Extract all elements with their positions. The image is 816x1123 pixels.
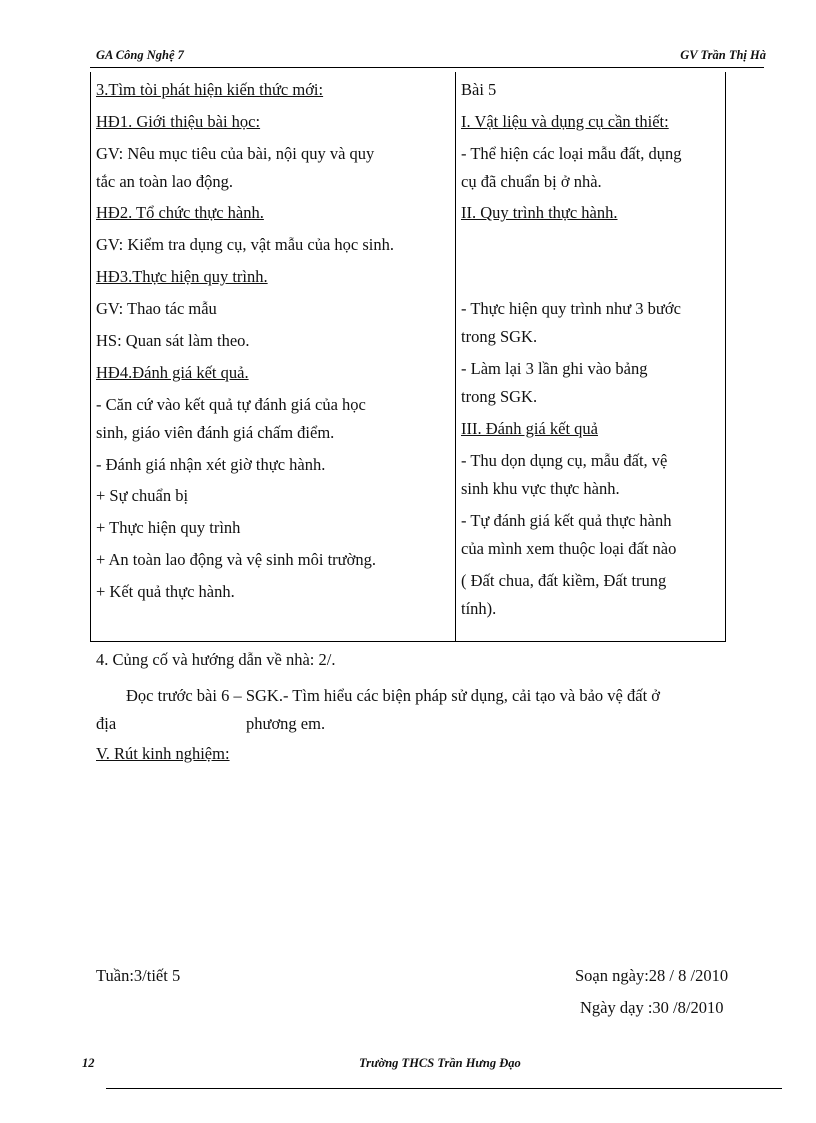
left-line: HS: Quan sát làm theo. (96, 331, 250, 350)
left-line: + An toàn lao động và vệ sinh môi trường. (96, 550, 376, 569)
homework-line: Đọc trước bài 6 – SGK.- Tìm hiểu các biện pháp sử dụng, cải tạo và bảo vệ đất ở (126, 686, 661, 705)
left-line: tắc an toàn lao động. (96, 172, 233, 191)
right-line: - Thể hiện các loại mẫu đất, dụng (461, 144, 682, 163)
right-line: trong SGK. (461, 387, 538, 406)
activity2-heading: HĐ2. Tổ chức thực hành. (96, 203, 264, 222)
right-line: - Làm lại 3 lần ghi vào bảng (461, 359, 648, 378)
right-line: sinh khu vực thực hành. (461, 479, 620, 498)
right-line: tính). (461, 599, 497, 618)
section3-heading: 3.Tìm tòi phát hiện kiến thức mới: (96, 80, 324, 99)
materials-heading: I. Vật liệu và dụng cụ cần thiết: (461, 112, 669, 131)
right-line: của mình xem thuộc loại đất nào (461, 539, 677, 558)
procedure-heading: II. Quy trình thực hành. (461, 203, 618, 222)
left-line: + Thực hiện quy trình (96, 518, 241, 537)
header-course-title: GA Công Nghệ 7 (96, 48, 184, 62)
header-rule (90, 67, 764, 68)
homework-word: phương em. (246, 714, 326, 733)
page-number: 12 (82, 1056, 95, 1070)
footer-rule (106, 1088, 782, 1089)
table-column-divider (455, 72, 456, 641)
right-line: cụ đã chuẩn bị ở nhà. (461, 172, 602, 191)
week-lesson: Tuần:3/tiết 5 (96, 966, 181, 985)
teaching-date: Ngày dạy :30 /8/2010 (580, 998, 724, 1017)
right-line: - Thực hiện quy trình như 3 bước (461, 299, 681, 318)
header-teacher-name: GV Trần Thị Hà (680, 48, 766, 62)
left-line: GV: Kiểm tra dụng cụ, vật mẫu của học sinh. (96, 235, 394, 254)
section4-heading: 4. Củng cố và hướng dẫn về nhà: 2/. (96, 650, 336, 669)
right-line: trong SGK. (461, 327, 538, 346)
right-line: - Thu dọn dụng cụ, mẫu đất, vệ (461, 451, 668, 470)
homework-word: địa (96, 714, 117, 733)
section5-heading: V. Rút kinh nghiệm: (96, 744, 230, 763)
footer-school: Trường THCS Trần Hưng Đạo (359, 1056, 521, 1070)
left-line: + Kết quả thực hành. (96, 582, 235, 601)
left-line: sinh, giáo viên đánh giá chấm điểm. (96, 423, 335, 442)
left-line: GV: Nêu mục tiêu của bài, nội quy và quy (96, 144, 375, 163)
left-line: GV: Thao tác mẫu (96, 299, 217, 318)
left-line: + Sự chuẩn bị (96, 486, 189, 505)
lesson-title: Bài 5 (461, 80, 497, 99)
evaluation-heading: III. Đánh giá kết quả (461, 419, 598, 438)
activity1-heading: HĐ1. Giới thiệu bài học: (96, 112, 261, 131)
right-line: - Tự đánh giá kết quả thực hành (461, 511, 672, 530)
left-line: - Đánh giá nhận xét giờ thực hành. (96, 455, 326, 474)
activity4-heading: HĐ4.Đánh giá kết quả. (96, 363, 249, 382)
left-line: - Căn cứ vào kết quả tự đánh giá của học (96, 395, 366, 414)
right-line: ( Đất chua, đất kiềm, Đất trung (461, 571, 667, 590)
prepared-date: Soạn ngày:28 / 8 /2010 (575, 966, 729, 985)
activity3-heading: HĐ3.Thực hiện quy trình. (96, 267, 268, 286)
